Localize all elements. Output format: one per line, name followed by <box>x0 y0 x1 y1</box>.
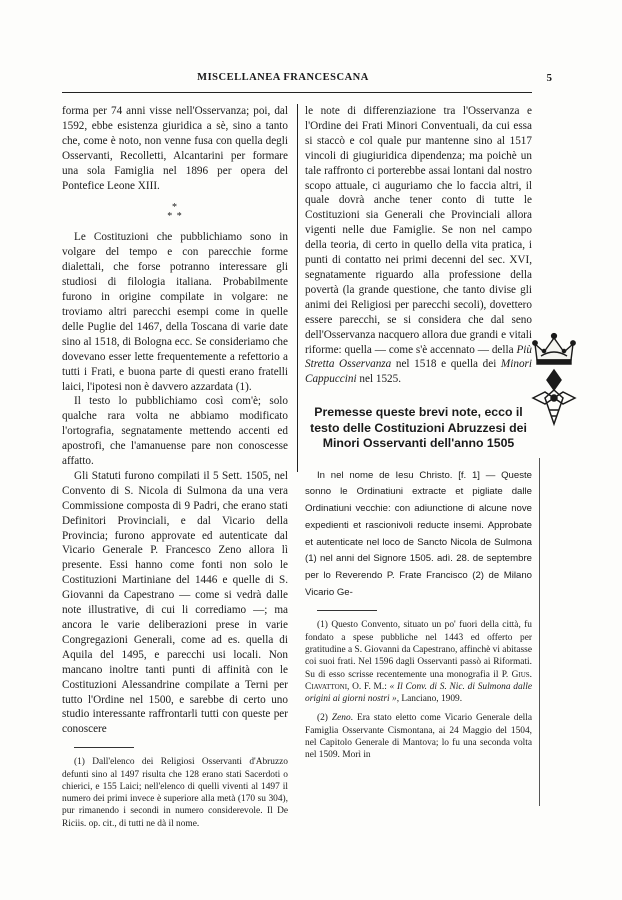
footnote-1-author: Gius. Ciavattoni <box>305 669 532 692</box>
footnote-rule <box>74 747 134 748</box>
document-text: In nel nome de Iesu Christo. [f. 1] — Queste sonno le Ordinatiuni extracte et pigliate dalle Ordinatiuni vecchie: con adiunctione di alcune nove expedienti et rascionivoli reducte insemi. Approbate et autenticate nel loco de Sancto Nicola de Sulmona (1) nel anni del Signore 1505. adì. 28. de septembre per lo Reverendo P. Frate Francisco (2) de Milano Vicario Ge- <box>305 469 532 598</box>
page-number: 5 <box>546 72 552 84</box>
section-title: Premesse queste brevi note, ecco il testo delle Costituzioni Abruzzesi dei Minori Osservanti dell'anno 1505 <box>310 405 527 451</box>
footnote-1-work: « Il Conv. di S. Nic. di Sulmona dalle origini ai giorni nostri » <box>305 681 532 705</box>
paragraph-differences-mid: nel 1518 e quella dei <box>391 358 501 371</box>
column-rule <box>297 104 298 472</box>
footnote-2-right <box>305 712 532 761</box>
header-rule <box>62 92 532 93</box>
paragraph-vernacular: Le Costituzioni che pubblichiamo sono in volgare del tempo e con parecchie forme dialettali, che forse potranno interessare gli studiosi di filologia italiana. Probabilmente furono in origine compilate in volgare: ne troviamo altri parecchi esempi come in quelle delle Puglie del 1467, della Toscana di varie date sino al 1518, di Bologna ecc. Se consideriamo che dovevano esser lette frequentemente a refettorio a tutti i Frati, e buona parte di questi erano fratelli laici, l'ipotesi non è davvero azzardata (1). <box>62 231 288 393</box>
page-header <box>62 72 552 88</box>
footnote-1-text: (1) Questo Convento, situato un po' fuori della città, fu fondato a spese pubbliche nel 1443 ed offerto per gratitudine a S. Giovanni da Capestrano, affinchè vi abitasse coi suoi frati. Nel 1596 dagli Osservanti passò ai Riformati. Su di esso scrisse recentemente una monografia il P. <box>305 620 532 680</box>
paragraph-text-edition: Il testo lo pubblichiamo così com'è; solo qualche rara volta ne abbiamo modificato l'ortografia, segnatamente mettendo accenti ed apostrofi, che l'amanuense pare non conoscesse affatto. <box>62 395 288 468</box>
footnote-2-name: Zeno <box>331 713 351 724</box>
footnote-2-body: . Era stato eletto come Vicario Generale della Famiglia Osservante Cismontana, ai 24 Maggio del 1504, nel Capitolo Generale di Mantova; lo fu una seconda volta nel 1509. Morì in <box>305 713 532 761</box>
paragraph-differences-text: le note di differenziazione tra l'Osservanza e l'Ordine dei Frati Minori Conventuali, da cui essa si staccò e col quale pur mantenne sino al 1517 vincoli di giugiuridica dipendenza; ma poichè un tale raffronto ci porterebbe assai lontani dal nostro scopo attuale, ci auguriamo che lo faccia altri, il quale dovrà anche tener conto di tutte le Costituzioni sia Generali che Provinciali allora vigenti nelle due Famiglie. Se non nel campo della teoria, di certo in quello della vita pratica, i punti di contatto nei primi decenni del sec. XVI, segnatamente riguardo alla professione della povertà (la grande questione, che tanto divise gli animi dei Religiosi per parecchi secoli), dovettero essere parecchi, se si considera che dal seno dell'Osservanza nacquero allora due grandi e vitali riforme: quella — come s'è accennato — della <box>305 105 532 356</box>
left-column <box>62 104 288 830</box>
paragraph-statutes: Gli Statuti furono compilati il 5 Sett. 1505, nel Convento di S. Nicola di Sulmona da una vera Commissione composta di 9 Padri, che erano stati Definitori Provinciali, e dal Vicario della Provincia; furono approvate ed autenticate dal Vicario Generale P. Francesco Zeno allora lì presente. Essi hanno come fonti non solo le Costituzioni Martiniane del 1446 e quelle di S. Giovanni da Capestrano — come si vedrà dalle note illustrative, di cui li corrediamo —; ma ancora le varie deliberazioni prese in varie Congregazioni Generali, come ad es. quella di Aquila del 1495, e parecchi usi locali. Non mancano inoltre tanti punti di affinità con le Costituzioni Alessandrine compilate a Terni per tutto l'Ordine nel 1500, e sarebbe di certo uno studio interessante raffrontarli tutti con queste per conoscere <box>62 469 288 736</box>
asterism-mark: * * * <box>167 202 183 223</box>
cross-icon <box>533 370 575 424</box>
right-margin-rule <box>539 458 540 806</box>
paragraph-differences <box>305 104 532 387</box>
crown-icon <box>533 334 575 364</box>
footnote-1-end: , Lanciano, 1909. <box>396 694 463 705</box>
footnote-1-order: , O. F. M.: <box>347 681 390 692</box>
right-column <box>305 104 532 762</box>
running-title: MISCELLANEA FRANCESCANA <box>197 72 369 83</box>
paragraph-differences-end: nel 1525. <box>356 373 402 386</box>
footnote-rule-right <box>317 610 377 611</box>
footnote-2-pre: (2) <box>317 713 332 724</box>
crown-cross-emblem-icon <box>527 326 581 430</box>
footnote-1-left: (1) Dall'elenco dei Religiosi Osservanti d'Abruzzo defunti sino al 1497 risulta che 128 erano stati Sacerdoti o chierici, e 155 Laici; nell'elenco di quelli viventi al 1497 il numero dei primi invece è superiore alla metà (170 su 304), pur rimanendo i secondi in numero considerevole. Il De Riciis. op. cit., di tutti ne dà il nome. <box>62 757 288 829</box>
italic-stretta-osservanza: Più Stretta Osservanza <box>305 343 532 371</box>
asterism <box>62 203 288 222</box>
italic-minori-cappuccini: Minori Cappuccini <box>305 358 532 386</box>
intro-paragraph: forma per 74 anni visse nell'Osservanza; poi, dal 1592, ebbe esistenza giuridica a sè, sino a tanto che, come è noto, non venne fusa con quella degli Osservanti, Recolletti, Alcantarini per formare una sola Famiglia nel 1896 per opera del Pontefice Leone XIII. <box>62 105 288 192</box>
footnote-1-right <box>305 619 532 705</box>
